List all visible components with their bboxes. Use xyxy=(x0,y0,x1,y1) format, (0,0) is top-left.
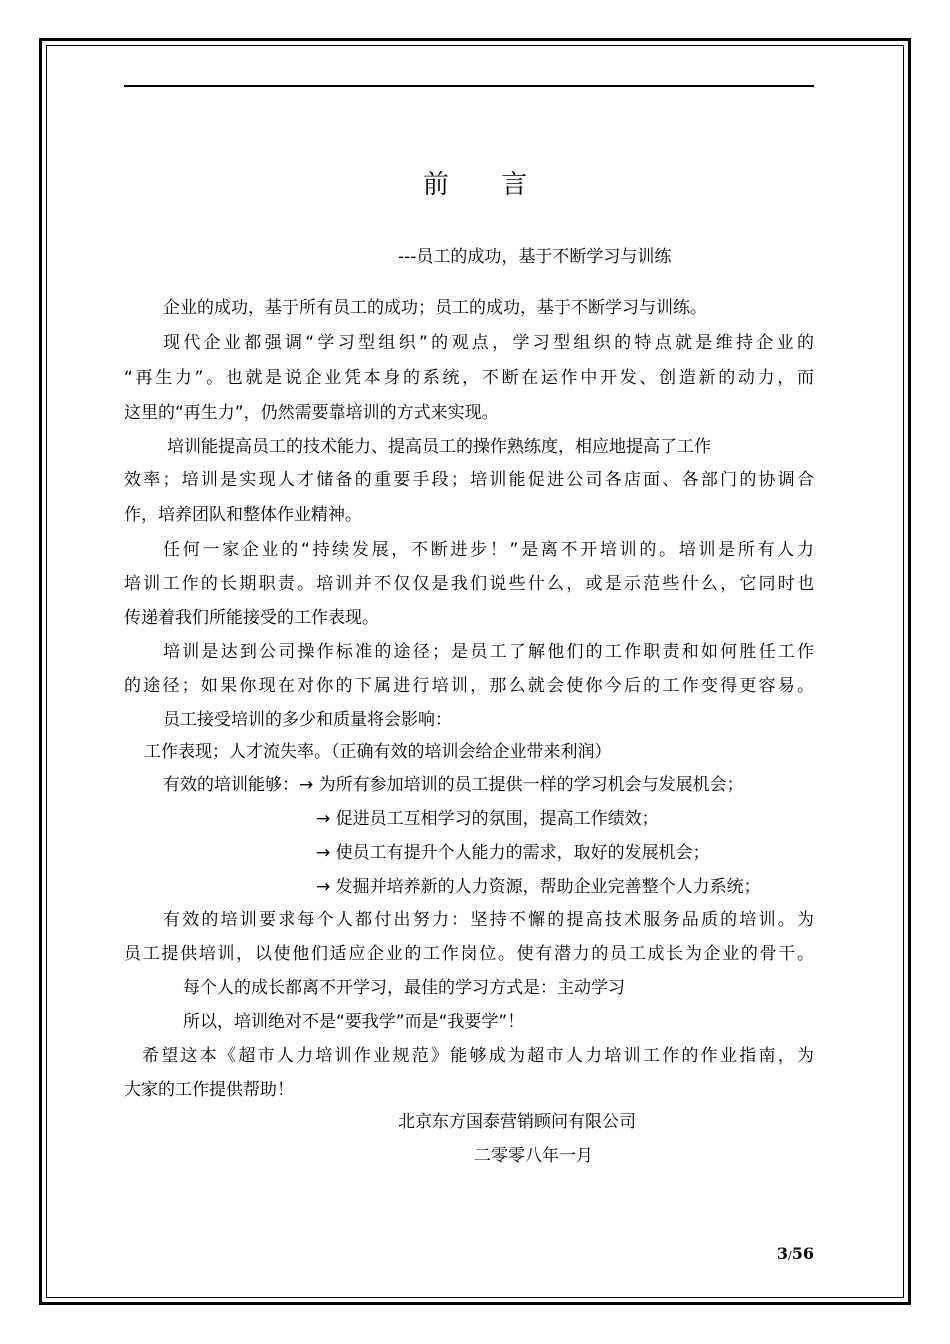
page-total: 56 xyxy=(791,1244,814,1263)
paragraph-line: 培训是达到公司操作标准的途径；是员工了解他们的工作职责和如何胜任工作 xyxy=(163,642,814,662)
paragraph-line: 员工提供培训，以使他们适应企业的工作岗位。使有潜力的员工成长为企业的骨干。 xyxy=(124,944,814,964)
paragraph-line: 的途径；如果你现在对你的下属进行培训，那么就会使你今后的工作变得更容易。 xyxy=(124,676,814,696)
paragraph-line: 任何一家企业的“持续发展，不断进步！”是离不开培训的。培训是所有人力 xyxy=(163,540,814,560)
paragraph-line: 作，培养团队和整体作业精神。 xyxy=(124,505,362,525)
paragraph-line: 希望这本《超市人力培训作业规范》能够成为超市人力培训工作的作业指南，为 xyxy=(142,1046,814,1066)
paragraph-line: 所以，培训绝对不是“要我学”而是“我要学”！ xyxy=(183,1012,525,1032)
page-separator: / xyxy=(788,1249,792,1262)
bullet-line: → 促进员工互相学习的氛围，提高工作绩效； xyxy=(316,809,659,829)
paragraph-line: 大家的工作提供帮助！ xyxy=(124,1080,294,1100)
bullet-line: → 使员工有提升个人能力的需求，取好的发展机会； xyxy=(316,843,710,863)
paragraph-line: 现代企业都强调“学习型组织”的观点，学习型组织的特点就是维持企业的 xyxy=(163,333,814,353)
paragraph-line: 效率；培训是实现人才储备的重要手段；培训能促进公司各店面、各部门的协调合 xyxy=(124,470,814,490)
bullet-line: → 发掘并培养新的人力资源，帮助企业完善整个人力系统； xyxy=(316,877,761,897)
header-rule xyxy=(124,85,814,87)
paragraph-line: 传递着我们所能接受的工作表现。 xyxy=(124,608,379,628)
page-current: 3 xyxy=(776,1244,789,1263)
page-number xyxy=(777,1244,814,1263)
paragraph-line: 每个人的成长都离不开学习，最佳的学习方式是：主动学习 xyxy=(183,978,625,998)
paragraph-line: “再生力”。也就是说企业凭本身的系统，不断在运作中开发、创造新的动力，而 xyxy=(124,368,814,388)
paragraph-line: 这里的“再生力”，仍然需要靠培训的方式来实现。 xyxy=(124,403,499,423)
document-title: 前 言 xyxy=(422,170,550,200)
paragraph-line: 员工接受培训的多少和质量将会影响： xyxy=(163,710,452,730)
paragraph-line: 有效的培训要求每个人都付出努力：坚持不懈的提高技术服务品质的培训。为 xyxy=(163,910,814,930)
paragraph-line: 工作表现；人才流失率。（正确有效的培训会给企业带来利润） xyxy=(144,742,612,762)
paragraph-line: 有效的培训能够：→ 为所有参加培训的员工提供一样的学习机会与发展机会； xyxy=(163,775,744,795)
page-border-inner xyxy=(46,45,904,1298)
signature-company: 北京东方国泰营销顾问有限公司 xyxy=(398,1112,636,1132)
signature-date: 二零零八年一月 xyxy=(474,1146,593,1166)
paragraph-line: 培训工作的长期职责。培训并不仅仅是我们说些什么，或是示范些什么，它同时也 xyxy=(124,574,814,594)
paragraph-line: 企业的成功，基于所有员工的成功；员工的成功，基于不断学习与训练。 xyxy=(163,298,707,318)
document-subtitle: ---员工的成功，基于不断学习与训练 xyxy=(398,247,672,267)
paragraph-line: 培训能提高员工的技术能力、提高员工的操作熟练度，相应地提高了工作 xyxy=(167,437,711,457)
